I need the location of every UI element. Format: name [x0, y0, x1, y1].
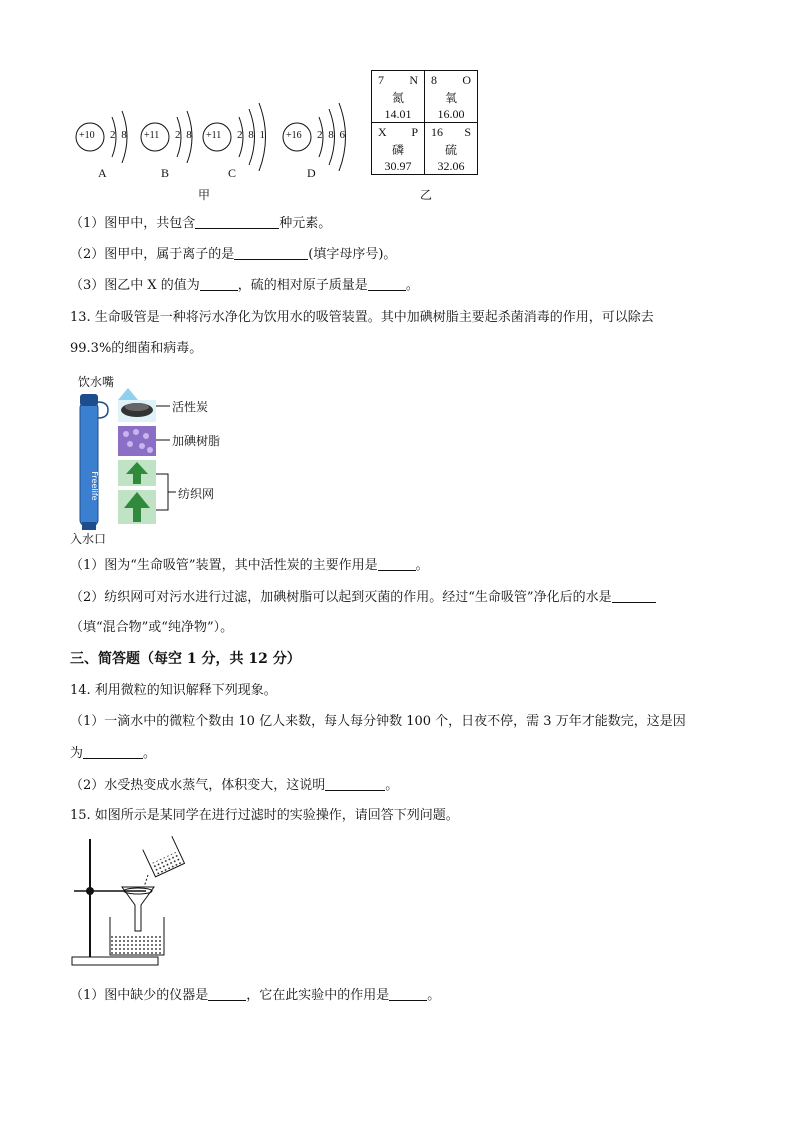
atom-b-nucleus: +11 — [144, 130, 160, 141]
answer-blank[interactable] — [378, 556, 416, 571]
pt-mass: 30.97 — [384, 159, 412, 173]
pt-cell-p — [372, 123, 425, 175]
answer-blank[interactable] — [208, 986, 246, 1001]
label-iodine-resin: 加碘树脂 — [172, 434, 221, 448]
pt-mass: 32.06 — [437, 159, 465, 173]
q14-stem: 14. 利用微粒的知识解释下列现象。 — [70, 683, 277, 698]
q15-p1-text: （1）图中缺少的仪器是 — [70, 988, 209, 1003]
straw-brand: Freelife — [90, 471, 99, 501]
q14-p1-text: 为 — [70, 746, 84, 761]
pt-mass: 16.00 — [437, 107, 465, 121]
periodic-table-excerpt — [371, 70, 478, 175]
q12-part2 — [70, 245, 396, 264]
q15-p1-mid: ，它在此实验中的作用是 — [246, 988, 390, 1003]
answer-blank[interactable] — [325, 776, 385, 791]
section-heading: 三、简答题（每空 1 分，共 12 分） — [70, 651, 301, 667]
pt-cell-o — [425, 71, 478, 123]
q12-part3 — [70, 276, 419, 295]
atom-d-shells: 2 8 6 — [317, 129, 345, 141]
atom-c-letter: C — [228, 166, 237, 180]
q14-part1-line1: （1）一滴水中的微粒个数由 10 亿人来数，每人每分钟数 100 个，日夜不停，需 3 万年才能数完，这是因 — [70, 714, 686, 729]
atom-b-shells: 2 8 — [175, 129, 192, 141]
pt-mass: 14.01 — [384, 107, 412, 121]
q13-part1 — [70, 556, 429, 575]
q15-p1-tail: 。 — [427, 988, 441, 1003]
atom-a-shells: 2 8 — [110, 129, 127, 141]
label-activated-carbon: 活性炭 — [172, 400, 209, 414]
q12-p3-text: （3）图乙中 X 的值为 — [70, 278, 200, 293]
pt-sym: N — [409, 73, 418, 87]
q12-p1-tail: 种元素。 — [279, 216, 332, 231]
label-textile-mesh: 纺织网 — [178, 487, 215, 501]
atom-d-letter: D — [307, 166, 316, 180]
q13-stem-line1: 13. 生命吸管是一种将污水净化为饮用水的吸管装置。其中加碘树脂主要起杀菌消毒的作用，可以除去 — [70, 310, 654, 325]
answer-blank[interactable] — [200, 276, 238, 291]
q12-p2-text: （2）图甲中，属于离子的是 — [70, 247, 235, 262]
pt-num: 16 — [431, 125, 443, 139]
pt-name: 磷 — [391, 143, 404, 157]
pt-name: 氧 — [444, 91, 457, 105]
q12-p1-text: （1）图甲中，共包含 — [70, 216, 196, 231]
atom-a-nucleus: +10 — [79, 130, 95, 141]
q15-stem: 15. 如图所示是某同学在进行过滤时的实验操作，请回答下列问题。 — [70, 808, 459, 823]
q14-p2-tail: 。 — [385, 778, 399, 793]
q14-part2 — [70, 776, 398, 795]
q12-part1 — [70, 214, 331, 233]
q13-stem-line2: 99.3%的细菌和病毒。 — [70, 341, 203, 356]
pt-num: X — [378, 125, 387, 139]
q14-p2-text: （2）水受热变成水蒸气，体积变大，这说明 — [70, 778, 326, 793]
atom-c-nucleus: +11 — [206, 130, 222, 141]
pt-cell-s — [425, 123, 478, 175]
q15-part1 — [70, 986, 440, 1005]
pt-num: 7 — [378, 73, 384, 87]
caption-jia: 甲 — [198, 188, 211, 202]
filtration-apparatus-figure — [70, 835, 190, 970]
label-water-inlet: 入水口 — [70, 532, 107, 546]
q12-p2-tail: (填字母序号)。 — [308, 247, 397, 262]
q13-part2-line2: （填“混合物”或“纯净物”）。 — [70, 620, 234, 635]
pt-name: 硫 — [444, 143, 457, 157]
label-drinking-mouth: 饮水嘴 — [78, 375, 115, 389]
answer-blank[interactable] — [234, 245, 308, 260]
pt-num: 8 — [431, 73, 437, 87]
pt-sym: P — [411, 125, 418, 139]
pt-cell-n — [372, 71, 425, 123]
q14-part1-line2 — [70, 744, 156, 763]
pt-name: 氮 — [391, 91, 404, 105]
atom-c-shells: 2 8 1 — [237, 129, 265, 141]
q14-p1-tail: 。 — [143, 746, 157, 761]
atom-b-letter: B — [161, 166, 170, 180]
atom-d-nucleus: +16 — [286, 130, 302, 141]
q13-p1-text: （1）图为“生命吸管”装置，其中活性炭的主要作用是 — [70, 558, 378, 573]
answer-blank[interactable] — [195, 214, 279, 229]
q13-p1-tail: 。 — [415, 558, 429, 573]
life-straw-figure — [70, 388, 270, 538]
q13-p2-text: （2）纺织网可对污水进行过滤，加碘树脂可以起到灭菌的作用。经过“生命吸管”净化后的水是 — [70, 590, 612, 605]
caption-yi: 乙 — [420, 188, 433, 202]
answer-blank[interactable] — [83, 744, 143, 759]
answer-blank[interactable] — [389, 986, 427, 1001]
answer-blank[interactable] — [368, 276, 406, 291]
pt-sym: O — [462, 73, 471, 87]
answer-blank[interactable] — [612, 588, 656, 603]
q12-p3-mid: ，硫的相对原子质量是 — [237, 278, 368, 293]
atom-a-letter: A — [98, 166, 107, 180]
q13-part2-line1 — [70, 588, 656, 607]
q12-p3-tail: 。 — [405, 278, 419, 293]
pt-sym: S — [464, 125, 471, 139]
